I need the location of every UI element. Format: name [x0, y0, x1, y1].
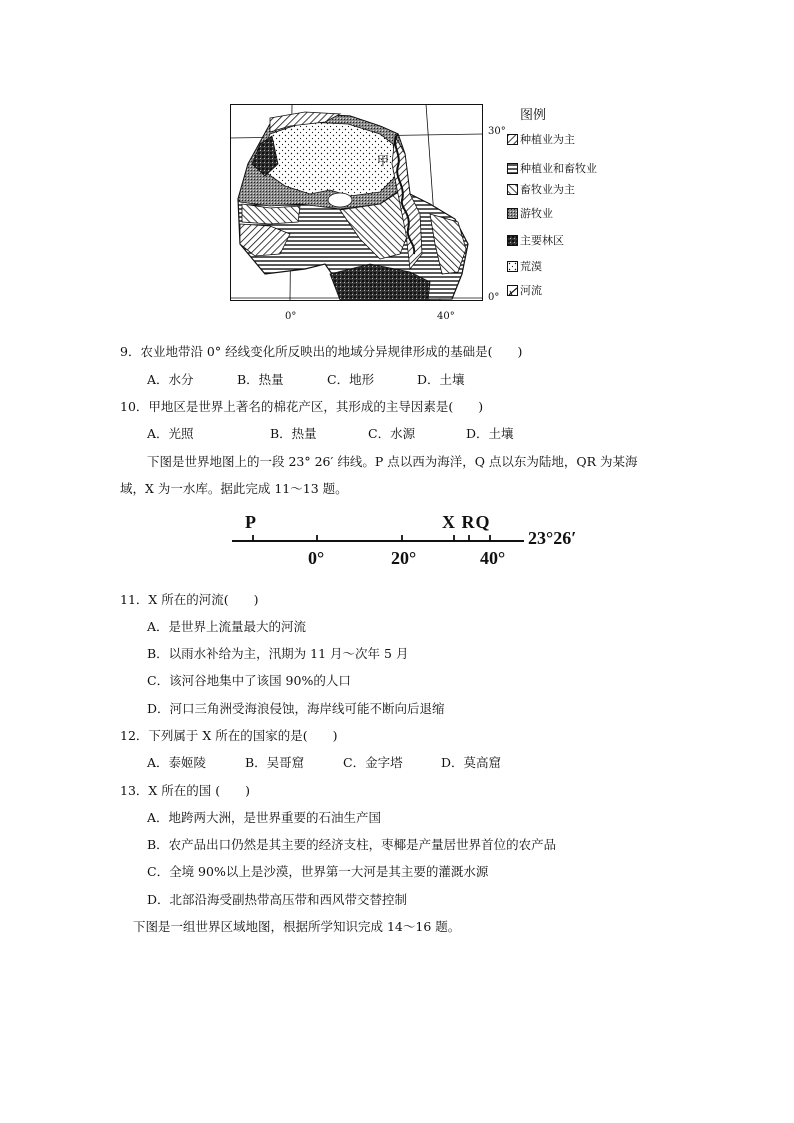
reverse-diagonal-hatch-icon — [507, 184, 518, 195]
q10-option-a: A．光照 — [147, 426, 194, 441]
q11-option-d: D．河口三角洲受海浪侵蚀，海岸线可能不断向后退缩 — [147, 701, 445, 716]
question-10-stem: 10．甲地区是世界上著名的棉花产区，其形成的主导因素是( ) — [120, 399, 484, 414]
legend-label: 主要林区 — [520, 234, 564, 247]
lon-20-label: 20° — [391, 548, 417, 568]
q9-option-c: C．地形 — [327, 372, 375, 387]
q12-option-a: A．泰姬陵 — [147, 755, 207, 770]
intro-11-13-line2: 域，X 为一水库。据此完成 11～13 题。 — [120, 481, 348, 496]
question-12-stem: 12．下列属于 X 所在的国家的是( ) — [120, 728, 338, 743]
question-12-options — [147, 753, 501, 771]
q11-option-a: A．是世界上流量最大的河流 — [147, 619, 307, 634]
legend-item-forest — [507, 233, 564, 247]
q13-option-b: B．农产品出口仍然是其主要的经济支柱，枣椰是产量居世界首位的农产品 — [147, 837, 557, 852]
legend-label: 种植业和畜牧业 — [520, 162, 597, 175]
legend-item-nomadic — [507, 206, 553, 220]
map-label-0-lat: 0° — [488, 292, 500, 303]
q10-option-b: B．热量 — [270, 426, 317, 441]
legend-label: 畜牧业为主 — [520, 183, 575, 196]
legend-title: 图例 — [520, 108, 547, 123]
map-label-0-lon: 0° — [285, 311, 297, 322]
q10-option-c: C．水源 — [368, 426, 416, 441]
point-xrq-label: X RQ — [442, 512, 491, 532]
river-line-icon — [507, 285, 518, 296]
africa-agriculture-map — [230, 104, 506, 326]
lon-40-label: 40° — [480, 548, 506, 568]
latitude-label: 23°26′ — [528, 528, 577, 548]
legend-label: 种植业为主 — [520, 133, 575, 146]
question-10-options — [147, 424, 514, 442]
dots-icon — [507, 261, 518, 272]
legend-item-crop-livestock — [507, 161, 597, 175]
dark-crosshatch-icon — [507, 235, 518, 246]
q10-option-d: D．土壤 — [466, 426, 514, 441]
question-11-stem: 11．X 所在的河流( ) — [120, 592, 259, 607]
q9-option-a: A．水分 — [147, 372, 194, 387]
question-9-options — [147, 370, 465, 388]
point-p-label: P — [245, 512, 256, 532]
q12-option-c: C．金字塔 — [343, 755, 403, 770]
q11-option-b: B．以雨水补给为主，汛期为 11 月～次年 5 月 — [147, 646, 409, 661]
legend-item-desert — [507, 259, 542, 273]
q11-option-c: C．该河谷地集中了该国 90%的人口 — [147, 673, 351, 688]
legend-item-river — [507, 283, 542, 297]
question-9-stem: 9．农业地带沿 0° 经线变化所反映出的地域分异规律形成的基础是( ) — [120, 344, 523, 359]
intro-11-13-line1: 下图是世界地图上的一段 23° 26′ 纬线。P 点以西为海洋，Q 点以东为陆地，QR 为某海 — [147, 454, 638, 469]
lon-0-label: 0° — [308, 548, 325, 568]
map-label-30: 30° — [488, 126, 506, 137]
map-label-jia: 甲 — [377, 154, 390, 168]
intro-14-16: 下图是一组世界区域地图，根据所学知识完成 14～16 题。 — [133, 919, 461, 934]
q12-option-b: B．吴哥窟 — [245, 755, 305, 770]
q9-option-b: B．热量 — [237, 372, 284, 387]
question-13-stem: 13．X 所在的国 ( ) — [120, 783, 251, 798]
legend-item-crop — [507, 132, 575, 146]
q13-option-d: D．北部沿海受副热带高压带和西风带交替控制 — [147, 892, 408, 907]
africa-map-svg — [230, 104, 492, 326]
legend-label: 荒漠 — [520, 260, 542, 273]
q9-option-d: D．土壤 — [417, 372, 465, 387]
horizontal-lines-icon — [507, 163, 518, 174]
diagonal-hatch-icon — [507, 134, 518, 145]
q12-option-d: D．莫高窟 — [441, 755, 502, 770]
dense-grey-icon — [507, 208, 518, 219]
latitude-line-diagram — [228, 510, 628, 570]
legend-label: 河流 — [520, 284, 542, 297]
legend-label: 游牧业 — [520, 207, 553, 220]
map-label-40-lon: 40° — [437, 311, 455, 322]
q13-option-c: C．全境 90%以上是沙漠，世界第一大河是其主要的灌溉水源 — [147, 864, 489, 879]
q13-option-a: A．地跨两大洲，是世界重要的石油生产国 — [147, 810, 382, 825]
legend-item-livestock — [507, 182, 575, 196]
